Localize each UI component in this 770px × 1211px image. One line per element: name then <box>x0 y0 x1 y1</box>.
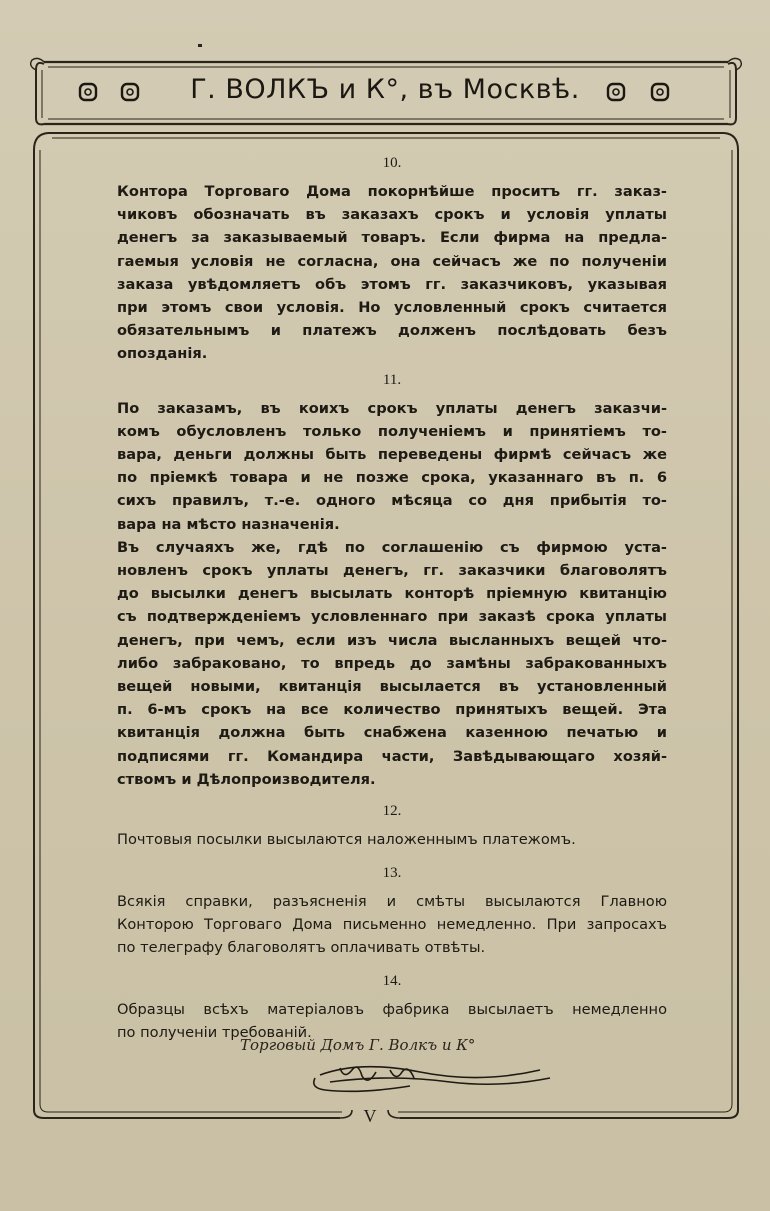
text-line: опозданія. <box>117 345 208 363</box>
page-number: V <box>363 1106 377 1126</box>
ornament-icon <box>650 82 670 102</box>
text-line: комъ обусловленъ только полученіемъ и принятіемъ то- <box>117 422 667 440</box>
text-line: по телеграфу благоволятъ оплачивать отвѣты. <box>117 939 486 957</box>
text-line: вара на мѣсто назначенія. <box>117 515 340 533</box>
text-line: квитанція должна быть снабжена казенною печатью и <box>117 724 667 742</box>
text-line: по пріемкѣ товара и не позже срока, указаннаго въ п. 6 <box>117 469 667 487</box>
text-line: ствомъ и Дѣлопроизводителя. <box>117 770 376 788</box>
page-header-title: Г. ВОЛКЪ и К°, въ Москвѣ. <box>190 74 580 105</box>
text-line: вара, деньги должны быть переведены фирмѣ сейчасъ же <box>117 446 667 464</box>
text-line: вещей новыми, квитанція высылается въ установленный <box>117 678 667 696</box>
ornament-icon <box>120 82 140 102</box>
section-number: 12. <box>382 803 402 820</box>
text-line: заказа увѣдомляетъ объ этомъ гг. заказчиковъ, указывая <box>117 275 667 293</box>
text-line: чиковъ обозначать въ заказахъ срокъ и условія уплаты <box>117 206 667 224</box>
section-paragraph <box>117 180 667 366</box>
section-paragraph <box>117 890 667 959</box>
text-line: либо забраковано, то впредь до замѣны забракованныхъ <box>117 654 667 672</box>
text-line: гаемыя условія не согласна, она сейчасъ же по полученіи <box>117 252 667 270</box>
ornament-icon <box>78 82 98 102</box>
document-body <box>117 155 667 1044</box>
text-line: денегъ, при чемъ, если изъ числа высланныхъ вещей что- <box>117 631 667 649</box>
text-line: Всякія справки, разъясненія и смѣты высылаются Главною <box>117 893 667 911</box>
section-number: 11. <box>382 371 402 388</box>
text-line: По заказамъ, въ коихъ срокъ уплаты денегъ заказчи- <box>117 399 667 417</box>
section-paragraph <box>117 536 667 791</box>
signature-text: Торговый Домъ Г. Волкъ и К° <box>240 1036 476 1054</box>
text-line: при этомъ свои условія. Но условленный срокъ считается <box>117 299 667 317</box>
text-line: Почтовыя посылки высылаются наложеннымъ платежомъ. <box>117 831 576 849</box>
section-number: 14. <box>382 973 402 990</box>
signature <box>240 1030 660 1100</box>
text-line: денегъ за заказываемый товаръ. Если фирма на предла- <box>117 229 667 247</box>
text-line: Образцы всѣхъ матеріаловъ фабрика высылаетъ немедленно <box>117 1001 667 1019</box>
section-paragraph <box>117 397 667 536</box>
text-line: Контора Торговаго Дома покорнѣйше проситъ гг. заказ- <box>117 183 667 200</box>
text-line: подписями гг. Командира части, Завѣдывающаго хозяй- <box>117 747 667 765</box>
text-line: новленъ срокъ уплаты денегъ, гг. заказчики благоволятъ <box>117 562 667 580</box>
signature-flourish <box>240 1030 660 1100</box>
text-line: сихъ правилъ, т.-е. одного мѣсяца со дня прибытія то- <box>117 492 667 510</box>
text-line: Въ случаяхъ же, гдѣ по соглашенію съ фирмою уста- <box>117 538 667 556</box>
text-line: до высылки денегъ высылать конторѣ пріемную квитанцію <box>117 585 667 603</box>
text-line: п. 6-мъ срокъ на все количество принятыхъ вещей. Эта <box>117 701 667 719</box>
section-paragraph <box>117 828 667 851</box>
section-number: 10. <box>382 155 402 171</box>
text-line: Конторою Торговаго Дома письменно немедленно. При запросахъ <box>117 916 667 934</box>
section-number: 13. <box>382 865 402 882</box>
text-line: по полученіи требованій. <box>117 1024 312 1042</box>
text-line: обязательнымъ и платежъ долженъ послѣдовать безъ <box>117 322 667 340</box>
text-line: съ подтвержденіемъ условленнаго при заказѣ срока уплаты <box>117 608 667 626</box>
